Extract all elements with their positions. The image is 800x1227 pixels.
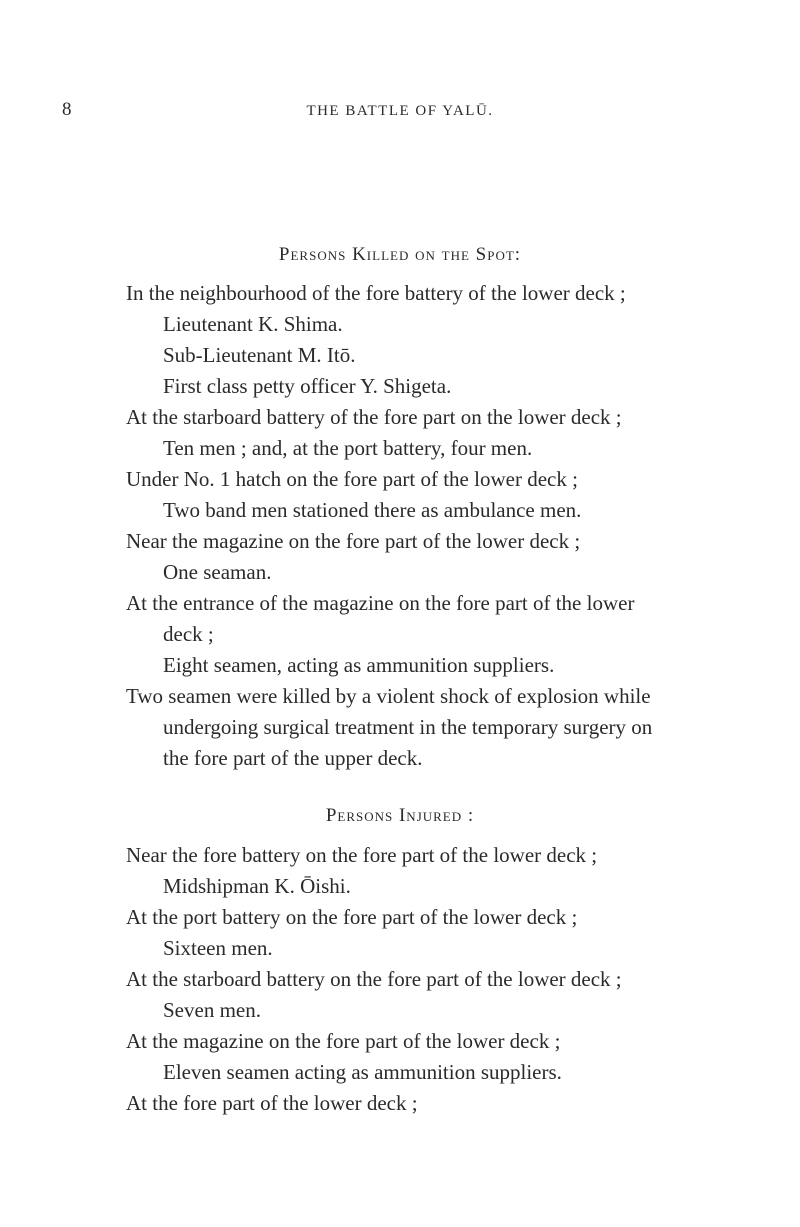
- page-number: 8: [62, 99, 72, 120]
- killed-heading: Persons Killed on the Spot:: [278, 244, 522, 265]
- text-line: the fore part of the upper deck.: [163, 746, 423, 770]
- text-line: Under No. 1 hatch on the fore part of the lower deck ;: [126, 467, 578, 491]
- text-line: Lieutenant K. Shima.: [163, 312, 343, 336]
- text-line: One seaman.: [163, 560, 272, 584]
- text-line: At the entrance of the magazine on the fore part of the lower: [126, 591, 635, 615]
- text-line: undergoing surgical treatment in the temporary surgery on: [163, 715, 653, 739]
- text-line: Near the magazine on the fore part of the lower deck ;: [126, 529, 581, 553]
- text-line: At the starboard battery of the fore part on the lower deck ;: [126, 405, 622, 429]
- text-line: Sub-Lieutenant M. Itō.: [163, 343, 356, 367]
- text-line: Ten men ; and, at the port battery, four men.: [163, 436, 533, 460]
- text-line: At the starboard battery on the fore part of the lower deck ;: [126, 967, 622, 991]
- text-line: Eight seamen, acting as ammunition suppliers.: [163, 653, 555, 677]
- text-line: At the fore part of the lower deck ;: [126, 1091, 418, 1115]
- text-line: In the neighbourhood of the fore battery of the lower deck ;: [126, 281, 626, 305]
- text-line: Seven men.: [163, 998, 261, 1022]
- running-head: THE BATTLE OF YALŪ.: [306, 103, 494, 119]
- text-line: At the magazine on the fore part of the lower deck ;: [126, 1029, 561, 1053]
- text-line: Sixteen men.: [163, 936, 273, 960]
- text-line: deck ;: [163, 622, 214, 646]
- text-line: Eleven seamen acting as ammunition suppliers.: [163, 1060, 562, 1084]
- injured-heading: Persons Injured :: [325, 805, 475, 826]
- text-line: First class petty officer Y. Shigeta.: [163, 374, 452, 398]
- text-line: At the port battery on the fore part of the lower deck ;: [126, 905, 578, 929]
- text-line: Near the fore battery on the fore part of the lower deck ;: [126, 843, 598, 867]
- text-line: Two seamen were killed by a violent shock of explosion while: [126, 684, 651, 708]
- text-line: Midshipman K. Ōishi.: [163, 874, 351, 898]
- text-line: Two band men stationed there as ambulance men.: [163, 498, 582, 522]
